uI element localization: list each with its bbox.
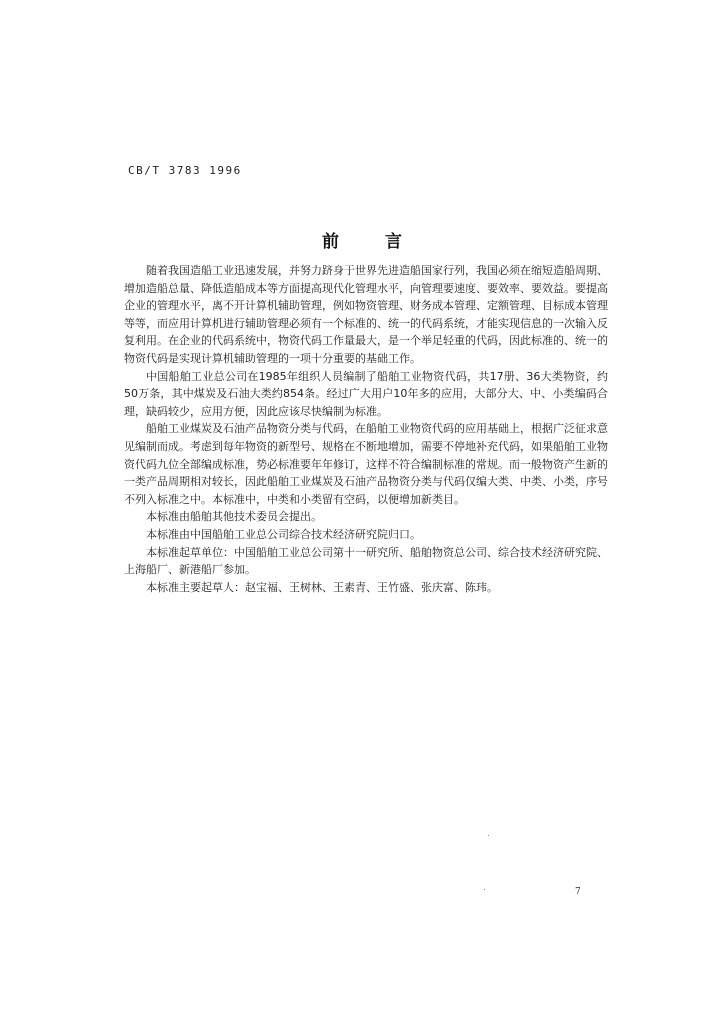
paragraph-drafters: 本标准主要起草人：赵宝福、王树林、王素青、王竹盛、张庆富、陈玮。 [146,580,498,594]
paragraph-history: 中国船舶工业总公司在1985年组织人员编制了船舶工业物资代码，共17册、36大类物资，约50万条，其中煤炭及石油大类约854条。经过广大用户10年多的应用，大部分大、中、小类编码合理，缺码较少，应用方便，因此应该尽快编制为标准。 [124,369,608,418]
foreword-body [124,262,608,596]
paragraph-managed-by: 本标准由中国船舶工业总公司综合技术经济研究院归口。 [146,527,421,541]
paragraph-drafting-units: 本标准起草单位：中国船舶工业总公司第十一研究所、船舶物资总公司、综合技术经济研究院、上海船厂、新港船厂参加。 [124,545,608,577]
scan-speck [488,835,489,836]
standard-code: CB/T 3783 1996 [128,164,242,177]
scan-speck [484,889,485,890]
page-title: 前言 [322,232,448,252]
page-number: 7 [575,887,581,897]
paragraph-compilation: 船舶工业煤炭及石油产品物资分类与代码，在船舶工业物资代码的应用基础上，根据广泛征求意见编制而成。考虑到每年物资的新型号、规格在不断地增加，需要不停地补充代码，如果船舶工业物资代码九位全部编成标准，势必标准要年年修订，这样不符合编制标准的常规。而一般物资产生新的一类产品周期相对较长，因此船舶工业煤炭及石油产品物资分类与代码仅编大类、中类、小类，序号不列入标准之中。本标准中，中类和小类留有空码，以便增加新类目。 [124,422,608,506]
paragraph-background: 随着我国造船工业迅速发展，并努力跻身于世界先进造船国家行列，我国必须在缩短造船周期、增加造船总量、降低造船成本等方面提高现代化管理水平，向管理要速度、要效率、要效益。要提高企业的管理水平，离不开计算机辅助管理，例如物资管理、财务成本管理、定额管理、目标成本管理等等，而应用计算机进行辅助管理必须有一个标准的、统一的代码系统，才能实现信息的一次输入反复利用。在企业的代码系统中，物资代码工作量最大，是一个举足轻重的代码，因此标准的、统一的物资代码是实现计算机辅助管理的一项十分重要的基础工作。 [124,264,608,365]
paragraph-proposed-by: 本标准由船舶其他技术委员会提出。 [146,510,322,524]
